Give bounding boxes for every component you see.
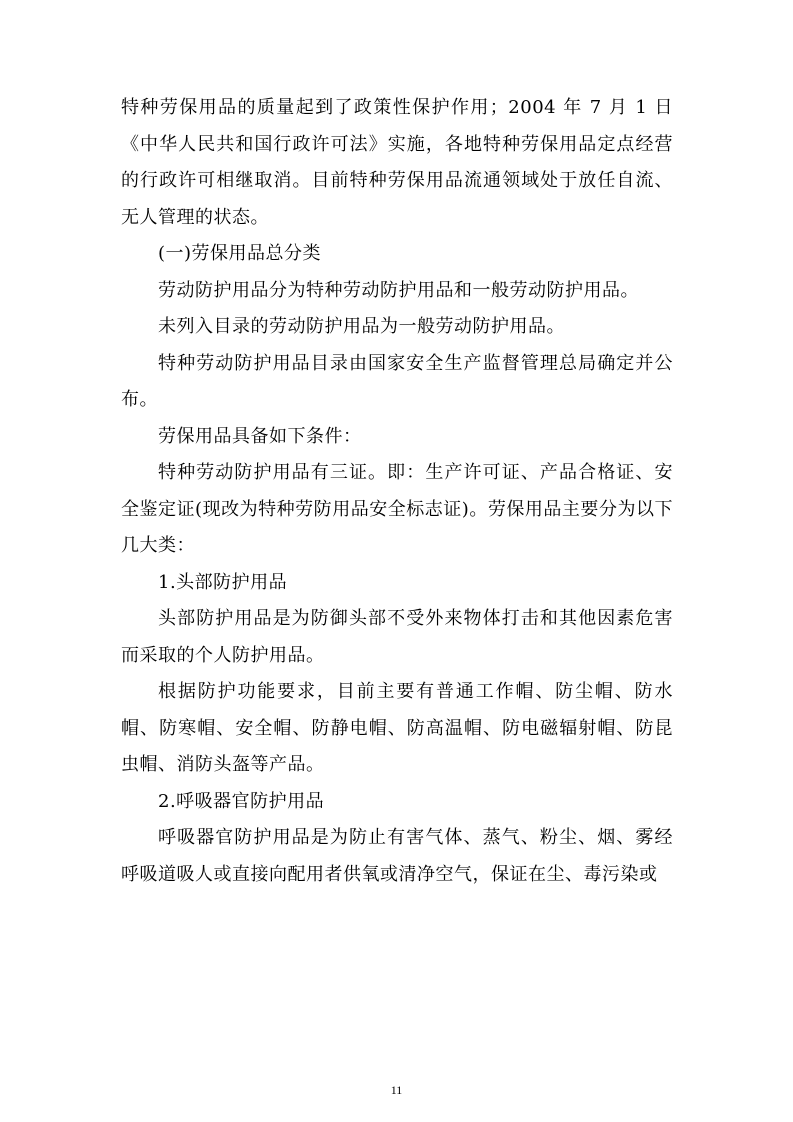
paragraph: 根据防护功能要求，目前主要有普通工作帽、防尘帽、防水帽、防寒帽、安全帽、防静电帽、防高温帽、防电磁辐射帽、防昆虫帽、消防头盔等产品。 xyxy=(121,681,673,775)
paragraph: 劳保用品具备如下条件： xyxy=(158,425,362,447)
subsection-heading: 2.呼吸器官防护用品 xyxy=(158,790,325,812)
subsection-heading: 1.头部防护用品 xyxy=(158,571,288,593)
section-heading: (一)劳保用品总分类 xyxy=(158,243,322,264)
paragraph: 呼吸器官防护用品是为防止有害气体、蒸气、粉尘、烟、雾经呼吸道吸人或直接向配用者供氧或清净空气，保证在尘、毒污染或 xyxy=(121,827,673,885)
paragraph: 劳动防护用品分为特种劳动防护用品和一般劳动防护用品。 xyxy=(158,279,639,301)
page-number: 11 xyxy=(390,1083,403,1097)
paragraph: 头部防护用品是为防御头部不受外来物体打击和其他因素危害而采取的个人防护用品。 xyxy=(121,608,673,666)
body-text xyxy=(121,90,673,893)
paragraph: 特种劳动防护用品有三证。即：生产许可证、产品合格证、安全鉴定证(现改为特种劳防用品安全标志证)。劳保用品主要分为以下几大类： xyxy=(121,462,673,556)
paragraph: 未列入目录的劳动防护用品为一般劳动防护用品。 xyxy=(158,316,565,337)
paragraph: 特种劳动防护用品目录由国家安全生产监督管理总局确定并公布。 xyxy=(121,352,673,410)
paragraph: 特种劳保用品的质量起到了政策性保护作用；2004 年 7 月 1 日《中华人民共和国行政许可法》实施，各地特种劳保用品定点经营的行政许可相继取消。目前特种劳保用品流通领域处于放任自流、无人管理的状态。 xyxy=(121,97,673,228)
